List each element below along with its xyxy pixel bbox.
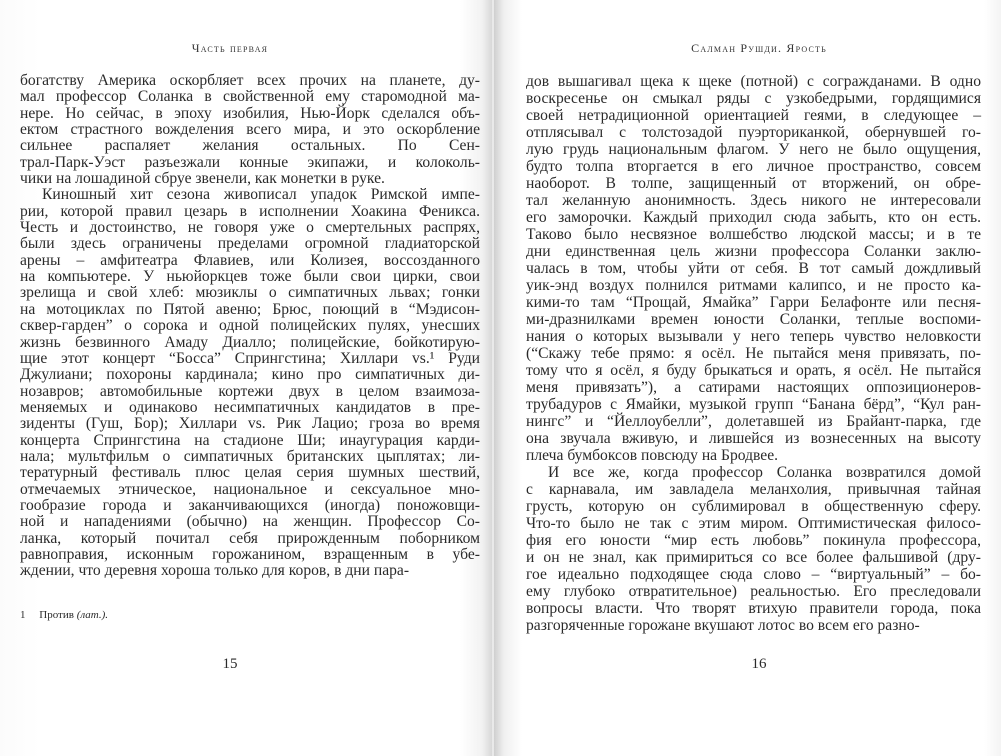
text-line: жизнь безвинного Амаду Диалло; полицейские, бойкотирую- — [20, 333, 480, 351]
text-line: Таково было несвязное волшебство людской массы; и в те — [526, 226, 981, 243]
text-line: на мотоциклах по Пятой авеню; Брюс, поющий в “Мэдисон- — [20, 300, 480, 318]
text-line: сквер-гарден” о сорока и одной полицейских пулях, унесших — [20, 317, 480, 335]
text-line: щие этот концерт “Босса” Спрингстина; Хиллари vs.¹ Руди — [20, 349, 480, 367]
text-line: ждении, что деревня хороша только для коров, в дни пара- — [20, 562, 410, 580]
text-line: наоборот. В толпе, защищенный от вторжений, он обре- — [526, 175, 981, 192]
text-line: его заморочки. Каждый приходил сюда забыть, кто он есть. — [526, 209, 981, 226]
footnote-text: Против — [39, 609, 74, 621]
text-line: равноправия, исконным горожанином, взращенным в убе- — [20, 545, 480, 563]
left-page-body — [20, 73, 480, 580]
text-line: чики на лошадиной сбруе звенели, как монетки в руке. — [20, 170, 385, 188]
text-line: уик-энд воздух полнился ритмами калипсо, и не просто ка- — [526, 277, 981, 294]
text-line: она звучала вживую, и лившейся из вознесенных на высоту — [526, 430, 981, 447]
text-line: тал желанную анонимность. Здесь никого не интересовали — [526, 192, 981, 209]
text-line: нозавров; автомобильные кортежи двух в целом взаимоза- — [20, 382, 480, 400]
text-line: меняемых и одинаково несимпатичных кандидатов в пре- — [20, 398, 480, 416]
text-line: нала; мультфильм о симпатичных британских цыплятах; ли- — [20, 447, 480, 465]
text-line: тературный фестиваль плюс целая серия шумных шествий, — [20, 464, 480, 482]
text-line: на компьютере. У ньюйоркцев тоже были свои цирки, свои — [20, 268, 480, 286]
text-line: сильнее распаляет желания остальных. По Сен- — [20, 137, 480, 155]
text-line: зиденты (Гуш, Бор); Хиллари vs. Рик Лацио; гроза во время — [20, 415, 480, 433]
text-line: Честь и достоинство, не говоря уже о смертельных распрях, — [20, 219, 480, 237]
text-line: и он не знал, как примириться со все более фальшивой (дру- — [526, 549, 981, 566]
footnote-mark: 1 — [20, 609, 26, 621]
text-line: фия его юности “мир есть любовь” покинула профессора, — [526, 532, 981, 549]
text-line: чалась в том, чтобы уйти от себя. В тот самый дождливый — [526, 260, 981, 277]
footnote-note: (лат.). — [76, 609, 109, 621]
text-line: дни единственная цель жизни профессора Соланки заклю- — [526, 243, 981, 260]
text-line: мал профессор Соланка в свойственной ему старомодной ма- — [20, 88, 480, 106]
text-line: грусть, которую он сублимировал в общественную сферу. — [526, 498, 981, 515]
text-line: Что-то было не так с этим миром. Оптимистическая филосо- — [526, 515, 981, 532]
text-line: воскресенье он смыкал ряды с узкобедрыми, гордящимися — [526, 90, 981, 107]
text-line: ми-дразнилками времен юности Соланки, теплые воспоми- — [526, 311, 981, 328]
text-line: И все же, когда профессор Соланка возвратился домой — [548, 464, 981, 481]
footnote — [20, 609, 108, 621]
right-page — [494, 0, 1001, 756]
text-line: нингс” и “Йеллоубелли”, долетавшей из Брайант-парка, где — [526, 413, 981, 430]
text-line: меня привязать”), а сатирами настоящих оппозиционеров- — [526, 379, 981, 396]
text-line: плеча бумбоксов повсюду на Бродвее. — [526, 447, 779, 464]
text-line: лую грудь национальным флагом. У него не было ощущения, — [526, 141, 981, 158]
text-line: богатству Америка оскорбляет всех прочих на планете, ду- — [20, 72, 480, 89]
text-line: арены – амфитеатра Флавиев, или Колизея, воссозданного — [20, 251, 480, 269]
text-line: ему глубоко отвратительное) реальностью. Его преследовали — [526, 583, 981, 600]
text-line: нере. Но сейчас, в эпоху изобилия, Нью-Йорк сделался объ- — [20, 104, 480, 122]
text-line: ной и нападениями (обычно) на женщин. Профессор Со- — [20, 513, 480, 531]
text-line: концерта Спрингстина на стадионе Ши; инаугурация карди- — [20, 431, 480, 449]
text-line: трубадуров с Ямайки, музыкой групп “Банана бёрд”, “Кул ран- — [526, 396, 981, 413]
text-line: будто толпа вторгается в его личное пространство, совсем — [526, 158, 981, 175]
text-line: зрелища и свой хлеб: мюзиклы о симпатичных львах; гонки — [20, 284, 480, 302]
text-line: разгоряченные горожане вкушают лотос во всем его разно- — [526, 617, 920, 634]
running-head-left: Часть первая — [191, 41, 269, 55]
text-line: Киношный хит сезона живописал упадок Римской импе- — [42, 186, 480, 204]
text-line: своей нетрадиционной ориентацией геями, в следующее – — [526, 107, 981, 124]
text-line: дов вышагивал щека к щеке (потной) с согражданами. В одно — [526, 73, 981, 90]
text-line: гое идеально подходящее сюда слово – “виртуальный” – бо- — [526, 566, 981, 583]
running-head-right: Салман Рушди. Ярость — [691, 41, 827, 55]
text-line: нания о которых вызывали у него теперь чувство неловкости — [526, 328, 981, 345]
text-line: были здесь ограничены пределами огромной гладиаторской — [20, 235, 480, 253]
text-line: гообразие города и заканчивающихся (иногда) поножовщи- — [20, 496, 480, 514]
text-line: тому что я осёл, я буду брыкаться и орать, я осёл. Не пытайся — [526, 362, 981, 379]
text-line: рии, которой правил цезарь в исполнении Хоакина Феникса. — [20, 202, 480, 220]
page-number-right: 16 — [751, 656, 767, 672]
text-line: ланка, который почитал себя прирожденным поборником — [20, 529, 480, 547]
left-page — [0, 0, 492, 756]
text-line: (“Скажу тебе прямо: я осёл. Не пытайся меня привязать, по- — [526, 345, 981, 362]
text-line: Джулиани; похороны кардинала; кино про симпатичных ди- — [20, 366, 480, 384]
right-page-body — [526, 73, 981, 634]
text-line: ектом страстного вожделения всего мира, и это оскорбление — [20, 121, 480, 139]
text-line: кими-то там “Прощай, Ямайка” Гарри Белафонте или песня- — [526, 294, 981, 311]
text-line: трал-Парк-Уэст разъезжали конные экипажи, и колоколь- — [20, 153, 480, 171]
text-line: отмечаемых этническое, национальное и сексуальное мно- — [20, 480, 480, 498]
text-line: вопросы власти. Что творят втихую правители города, пока — [526, 600, 981, 617]
page-number-left: 15 — [222, 656, 238, 672]
text-line: отплясывал с толстозадой пуэрториканкой, обернувшей го- — [526, 124, 981, 141]
text-line: с карнавала, им завладела меланхолия, привычная тайная — [526, 481, 981, 498]
